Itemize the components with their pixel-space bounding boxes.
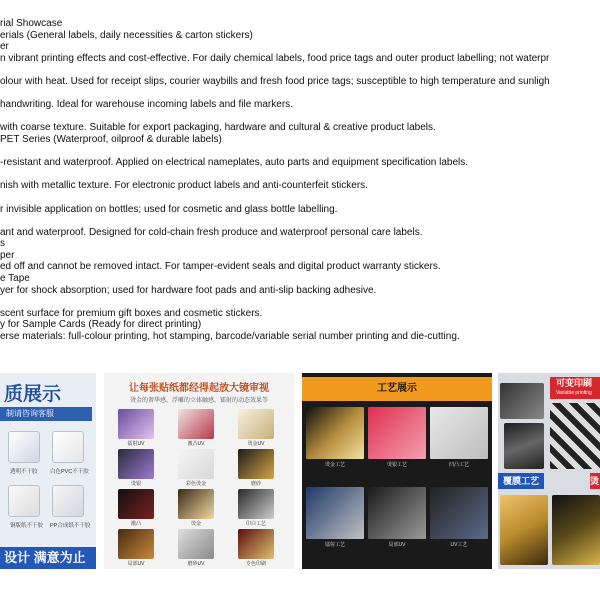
finish-caption: 专色印刷 [245, 561, 266, 567]
finish-caption: 磨砂 [250, 481, 261, 487]
finish-sample-image [238, 489, 274, 519]
text-line: nish with metallic texture. For electronic product labels and anti-counterfeit stickers. [0, 180, 368, 192]
text-line: n vibrant printing effects and cost-effective. For daily chemical labels, food price tags and outer product labelling; not waterpr [0, 52, 550, 64]
craft-sample-image [306, 487, 364, 539]
finish-sample-image [238, 529, 274, 559]
text-line: ed off and cannot be removed intact. For tamper-evident seals and digital product warranty stickers. [0, 261, 441, 273]
finish-caption: 彩色烫金 [185, 481, 206, 487]
craft-caption: 烫银工艺 [386, 462, 407, 468]
finish-caption: 烫金UV [247, 441, 265, 447]
label-sample-image [52, 431, 84, 463]
panel-title: 质展示 [4, 384, 62, 405]
craft-sample-image [368, 487, 426, 539]
text-line: erials (General labels, daily necessities & carton stickers) [0, 29, 253, 41]
serial-label-image [550, 403, 600, 469]
craft-showcase-panel [302, 373, 492, 569]
line-spacer [0, 296, 600, 308]
panel-title: 工艺展示 [302, 377, 492, 401]
text-line: r invisible application on bottles; used for cosmetic and glass bottle labelling. [0, 203, 338, 215]
text-line: rial Showcase [0, 18, 63, 29]
text-line: y for Sample Cards (Ready for direct printing) [0, 319, 202, 331]
label-sample-image [8, 431, 40, 463]
finish-caption: 激凸 [130, 521, 141, 527]
finish-sample-image [238, 449, 274, 479]
text-line: per [0, 249, 15, 261]
laminated-label-image [500, 495, 548, 565]
craft-caption: 镭射工艺 [324, 542, 345, 548]
material-showcase-panel [0, 373, 96, 569]
text-line: s [0, 238, 5, 250]
craft-sample-image [430, 487, 488, 539]
finish-sample-image [118, 489, 154, 519]
lamination-badge: 覆膜工艺 [498, 473, 544, 489]
line-spacer [0, 88, 600, 100]
qr-label-image [500, 383, 544, 419]
material-description-text [0, 18, 600, 343]
line-spacer [0, 169, 600, 181]
finish-caption: 烫银 [130, 481, 141, 487]
panel-subtitle-bar: 制请咨询客服 [0, 407, 92, 421]
panel-title: 让每张贴纸都经得起放大镜审视 [129, 383, 269, 394]
line-spacer [0, 64, 600, 76]
text-line: PET Series (Waterproof, oilproof & durable labels) [0, 133, 222, 145]
line-spacer [0, 215, 600, 227]
barcode-label-image [504, 423, 544, 469]
hot-stamping-badge: 烫 [590, 473, 600, 489]
foil-label-image [552, 495, 600, 565]
sample-caption: 透明不干胶 [10, 469, 38, 475]
text-line: e Tape [0, 273, 30, 285]
finish-caption: 局部UV [127, 561, 145, 567]
panel-footer-banner: 设计 满意为止 [0, 547, 96, 569]
craft-sample-image [368, 407, 426, 459]
text-line: olour with heat. Used for receipt slips, courier waybills and fresh food price tags; susceptible to high temperature and sunligh [0, 75, 550, 87]
craft-caption: 局部UV [388, 542, 406, 548]
label-sample-image [52, 485, 84, 517]
finish-sample-image [178, 489, 214, 519]
finish-caption: 磨砂UV [187, 561, 205, 567]
text-line: er [0, 41, 9, 53]
line-spacer [0, 192, 600, 204]
finish-sample-image [118, 449, 154, 479]
text-line: yer for shock absorption; used for hardware foot pads and anti-slip backing adhesive. [0, 284, 377, 296]
craft-caption: 烫金工艺 [324, 462, 345, 468]
finish-caption: 印白工艺 [245, 521, 266, 527]
finish-sample-image [238, 409, 274, 439]
text-line: erse materials: full-colour printing, hot stamping, barcode/variable serial number printing and die-cutting. [0, 331, 460, 343]
finish-caption: 激凸UV [187, 441, 205, 447]
finish-caption: 烫金 [190, 521, 201, 527]
label-sample-image [8, 485, 40, 517]
craft-sample-image [430, 407, 488, 459]
craft-caption: UV工艺 [450, 542, 468, 548]
sample-caption: PP合成纸不干胶 [50, 523, 91, 529]
finish-sample-image [178, 529, 214, 559]
craft-caption: 凹凸工艺 [448, 462, 469, 468]
craft-sample-image [306, 407, 364, 459]
sample-caption: 白色PVC不干胶 [50, 469, 89, 475]
variable-printing-badge: 可变印刷 Variable printing [550, 377, 600, 399]
finish-sample-image [178, 409, 214, 439]
text-line: -resistant and waterproof. Applied on electrical nameplates, auto parts and equipment specification labels. [0, 157, 469, 169]
finish-caption: 镭射UV [127, 441, 145, 447]
product-image-strip [0, 373, 600, 569]
finish-sample-image [178, 449, 214, 479]
line-spacer [0, 146, 600, 158]
text-line: handwriting. Ideal for warehouse incoming labels and file markers. [0, 99, 293, 111]
line-spacer [0, 111, 600, 123]
finish-sample-image [118, 409, 154, 439]
text-line: scent surface for premium gift boxes and cosmetic stickers. [0, 307, 263, 319]
text-line: with coarse texture. Suitable for export packaging, hardware and cultural & creative product labels. [0, 122, 436, 134]
variable-printing-panel [498, 373, 600, 569]
text-line: ant and waterproof. Designed for cold-chain fresh produce and waterproof personal care labels. [0, 226, 423, 238]
finish-detail-panel [104, 373, 294, 569]
panel-subtitle: 烫金的奢华感，浮雕的立体触感，镭射的动态效果等 [129, 398, 268, 404]
sample-caption: 铜版纸不干胶 [10, 523, 44, 529]
finish-sample-image [118, 529, 154, 559]
